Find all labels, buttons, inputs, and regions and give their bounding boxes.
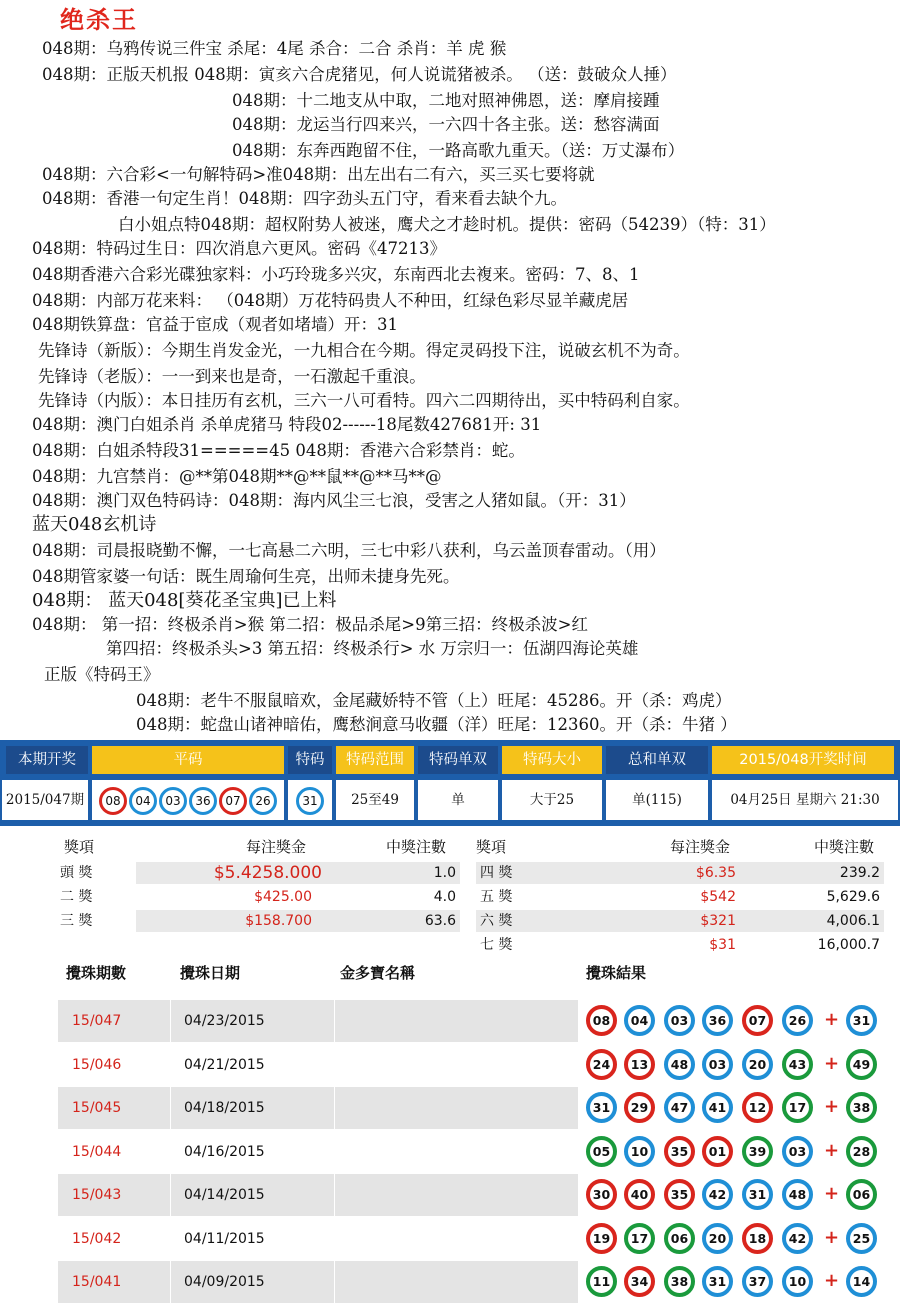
result-ball: 31: [586, 1092, 617, 1123]
result-period: 15/045: [72, 1100, 122, 1116]
result-ball: 26: [782, 1005, 813, 1036]
plus-sign: +: [824, 1270, 840, 1291]
text-line: 048期：香港一句定生肖！048期：四字劲头五门守，看来看去缺个九。: [42, 189, 567, 208]
draw-period: 2015/047期: [2, 780, 88, 820]
result-ball: 35: [664, 1136, 695, 1167]
text-line: 048期：十二地支从中取，二地对照神佛恩，送：摩肩接踵: [232, 91, 660, 110]
text-line: 048期：九宫禁肖：@**第048期**@**鼠**@**马**@: [32, 467, 442, 486]
column-divider: [170, 1131, 171, 1173]
result-ball: 31: [742, 1179, 773, 1210]
result-row: [58, 1044, 886, 1086]
text-line: 先锋诗（老版）：一一到来也是奇，一石激起千重浪。: [38, 367, 426, 386]
result-ball: 07: [742, 1005, 773, 1036]
regular-ball: 03: [159, 787, 187, 815]
results-period-header: 攪珠期數: [66, 964, 127, 982]
text-line: 048期：内部万花来料： （048期）万花特码贵人不种田，红绿色彩尽显羊藏虎居: [32, 291, 629, 310]
result-period: 15/047: [72, 1013, 122, 1029]
result-row: [58, 1131, 886, 1173]
result-ball: 37: [742, 1266, 773, 1297]
prize-name: 六 獎: [480, 913, 513, 929]
prize-amount: $542: [700, 889, 736, 905]
result-special-ball: 49: [846, 1049, 877, 1080]
result-ball: 43: [782, 1049, 813, 1080]
special-odd-even: 单: [418, 780, 498, 820]
result-date: 04/11/2015: [184, 1230, 265, 1247]
result-balls: [578, 1044, 886, 1086]
column-divider: [334, 1087, 335, 1129]
result-special-ball: 31: [846, 1005, 877, 1036]
result-ball: 34: [624, 1266, 655, 1297]
result-ball: 38: [664, 1266, 695, 1297]
result-balls: [578, 1087, 886, 1129]
page-title: 绝杀王: [60, 5, 138, 34]
header-sum-odd-even: 总和单双: [606, 746, 708, 774]
plus-sign: +: [824, 1052, 840, 1074]
text-line: 048期管家婆一句话：既生周瑜何生亮，出师未捷身先死。: [32, 567, 460, 586]
prize-amount: $31: [709, 937, 736, 953]
column-divider: [170, 1087, 171, 1129]
column-divider: [334, 1261, 335, 1303]
draw-summary-table: [0, 740, 900, 826]
draw-time: 04月25日 星期六 21:30: [712, 780, 898, 820]
result-special-ball: 25: [846, 1223, 877, 1254]
result-ball: 19: [586, 1223, 617, 1254]
text-line: 第四招：终极杀头>3 第五招：终极杀行> 水 万宗归一：伍湖四海论英雄: [106, 639, 639, 658]
result-ball: 12: [742, 1092, 773, 1123]
result-ball: 42: [782, 1223, 813, 1254]
result-ball: 40: [624, 1179, 655, 1210]
result-special-ball: 14: [846, 1266, 877, 1297]
text-line: 048期：特码过生日：四次消息六更风。密码《47213》: [32, 239, 446, 258]
result-ball: 39: [742, 1136, 773, 1167]
result-ball: 42: [702, 1179, 733, 1210]
column-divider: [170, 1044, 171, 1086]
plus-sign: +: [824, 1096, 840, 1117]
result-ball: 03: [782, 1136, 813, 1167]
regular-ball: 04: [129, 787, 157, 815]
column-divider: [334, 1174, 335, 1216]
result-date: 04/23/2015: [184, 1013, 265, 1029]
result-ball: 29: [624, 1092, 655, 1123]
result-ball: 05: [586, 1136, 617, 1167]
result-special-ball: 06: [846, 1179, 877, 1210]
prize-name: 七 獎: [480, 937, 513, 953]
prize-name: 五 獎: [480, 889, 513, 905]
results-table: [58, 1000, 886, 1290]
header-special-big-small: 特码大小: [502, 746, 602, 774]
result-row: [58, 1174, 886, 1216]
result-ball: 13: [624, 1049, 655, 1080]
result-period: 15/046: [72, 1056, 122, 1073]
result-ball: 24: [586, 1049, 617, 1080]
plus-sign: +: [824, 1009, 840, 1030]
column-divider: [170, 1000, 171, 1042]
plus-sign: +: [824, 1183, 840, 1204]
header-regular-numbers: 平码: [92, 746, 284, 774]
prize-count: 4,006.1: [826, 913, 880, 929]
result-period: 15/043: [72, 1187, 122, 1203]
regular-ball: 36: [189, 787, 217, 815]
result-ball: 06: [664, 1223, 695, 1254]
result-row: [58, 1087, 886, 1129]
result-ball: 48: [664, 1049, 695, 1080]
prize-amount: $321: [700, 913, 736, 929]
regular-ball: 08: [99, 787, 127, 815]
text-line: 先锋诗（内版）：本日挂历有玄机，三六一八可看特。四六二四期待出，买中特码利自家。: [38, 391, 690, 410]
column-divider: [334, 1218, 335, 1260]
column-divider: [334, 1044, 335, 1086]
result-date: 04/18/2015: [184, 1100, 265, 1116]
result-ball: 17: [782, 1092, 813, 1123]
result-period: 15/044: [72, 1143, 122, 1160]
result-date: 04/09/2015: [184, 1274, 265, 1290]
text-line: 048期：正版天机报 048期：寅亥六合虎猪见，何人说谎猪被杀。 （送：鼓破众人捶）: [42, 65, 677, 84]
text-line: 048期：澳门白姐杀肖 杀单虎猪马 特段02------18尾数427681开: 31: [32, 415, 542, 434]
column-divider: [170, 1218, 171, 1260]
special-number: [288, 780, 332, 820]
column-divider: [170, 1261, 171, 1303]
result-balls: [578, 1261, 886, 1303]
special-range: 25至49: [336, 780, 414, 820]
prize-count-header: 中獎注數: [814, 838, 875, 856]
result-ball: 47: [664, 1092, 695, 1123]
header-special-number: 特码: [288, 746, 332, 774]
regular-ball: 07: [219, 787, 247, 815]
results-pool-header: 金多寶名稱: [340, 964, 416, 982]
text-line: 正版《特码王》: [44, 665, 160, 684]
header-special-range: 特码范围: [336, 746, 414, 774]
text-line: 048期： 蓝天048[葵花圣宝典]已上料: [32, 590, 337, 611]
result-period: 15/042: [72, 1230, 122, 1247]
sum-odd-even: 单(115): [606, 780, 708, 820]
prize-count: 16,000.7: [817, 937, 880, 953]
plus-sign: +: [824, 1226, 840, 1248]
text-line: 先锋诗（新版）：今期生肖发金光，一九相合在今期。得定灵码投下注，说破玄机不为奇。: [38, 341, 690, 360]
result-ball: 31: [702, 1266, 733, 1297]
header-draw-time: 2015/048开奖时间: [712, 746, 894, 774]
prize-amount: $425.00: [254, 889, 312, 905]
text-line: 048期香港六合彩光碟独家料：小巧玲珑多兴灾，东南西北去複来。密码：7、8、1: [32, 265, 640, 284]
header-special-odd-even: 特码单双: [418, 746, 498, 774]
text-line: 048期：司晨报晓勤不懈，一七高悬二六明，三七中彩八获利，乌云盖顶春雷动。（用）: [32, 541, 666, 560]
prize-count: 239.2: [839, 865, 880, 881]
result-ball: 08: [586, 1005, 617, 1036]
prize-item-header: 獎項: [476, 838, 507, 856]
prize-amount: $158.700: [245, 913, 312, 929]
result-period: 15/041: [72, 1274, 122, 1290]
header-current-draw: 本期开奖: [6, 746, 88, 774]
result-date: 04/16/2015: [184, 1143, 265, 1160]
text-line: 048期：澳门双色特码诗：048期：海内风尘三七浪，受害之人猪如鼠。（开：31）: [32, 491, 636, 510]
result-balls: [578, 1218, 886, 1260]
result-balls: [578, 1131, 886, 1173]
text-line: 048期：蛇盘山诸神暗佑，鹰愁涧意马收疆（洋）旺尾：12360。开（杀：牛猪 ）: [136, 715, 737, 734]
prize-name: 頭 獎: [60, 865, 93, 881]
regular-numbers: [92, 780, 284, 820]
prize-amount-header: 每注獎金: [670, 838, 731, 856]
result-date: 04/21/2015: [184, 1056, 265, 1073]
result-ball: 10: [624, 1136, 655, 1167]
result-ball: 20: [702, 1223, 733, 1254]
prize-name: 三 獎: [60, 913, 93, 929]
text-line: 048期：乌鸦传说三件宝 杀尾：4尾 杀合：二合 杀肖：羊 虎 猴: [42, 39, 507, 58]
special-ball: 31: [296, 787, 324, 815]
result-ball: 20: [742, 1049, 773, 1080]
text-line: 白小姐点特048期：超权附势人被迷，鹰犬之才趁时机。提供：密码（54239）（特：31）: [118, 215, 776, 234]
result-ball: 48: [782, 1179, 813, 1210]
result-ball: 17: [624, 1223, 655, 1254]
prize-amount: $6.35: [695, 865, 736, 881]
prize-count: 1.0: [433, 865, 456, 881]
special-big-small: 大于25: [502, 780, 602, 820]
column-divider: [170, 1174, 171, 1216]
regular-ball: 26: [249, 787, 277, 815]
prize-amount-header: 每注獎金: [246, 838, 307, 856]
column-divider: [334, 1000, 335, 1042]
prize-item-header: 獎項: [64, 838, 95, 856]
text-line: 048期：六合彩<一句解特码>准048期：出左出右二有六，买三买七要将就: [42, 165, 595, 184]
result-ball: 18: [742, 1223, 773, 1254]
result-date: 04/14/2015: [184, 1187, 265, 1203]
result-ball: 41: [702, 1092, 733, 1123]
result-ball: 03: [664, 1005, 695, 1036]
text-line: 蓝天048玄机诗: [32, 514, 157, 535]
result-row: [58, 1000, 886, 1042]
plus-sign: +: [824, 1139, 840, 1161]
result-ball: 04: [624, 1005, 655, 1036]
text-line: 048期：龙运当行四来兴，一六四十各主张。送：愁容满面: [232, 115, 660, 134]
prize-name: 四 獎: [480, 865, 513, 881]
prize-count: 4.0: [433, 889, 456, 905]
text-line: 048期：老牛不服鼠暗欢，金尾藏娇特不管（上）旺尾：45286。开（杀：鸡虎）: [136, 691, 732, 710]
result-ball: 01: [702, 1136, 733, 1167]
result-special-ball: 28: [846, 1136, 877, 1167]
result-ball: 36: [702, 1005, 733, 1036]
result-row: [58, 1218, 886, 1260]
prize-count: 5,629.6: [826, 889, 880, 905]
result-balls: [578, 1174, 886, 1216]
prize-count: 63.6: [424, 913, 456, 929]
result-ball: 10: [782, 1266, 813, 1297]
result-special-ball: 38: [846, 1092, 877, 1123]
result-balls: [578, 1000, 886, 1042]
text-line: 048期： 第一招：终极杀肖>猴 第二招：极品杀尾>9第三招：终极杀波>红: [32, 615, 588, 634]
results-result-header: 攪珠結果: [586, 964, 647, 982]
result-ball: 11: [586, 1266, 617, 1297]
result-ball: 35: [664, 1179, 695, 1210]
text-line: 048期：白姐杀特段31=====45 048期：香港六合彩禁肖：蛇。: [32, 441, 525, 460]
result-row: [58, 1261, 886, 1303]
column-divider: [334, 1131, 335, 1173]
prize-amount: $5.4258.000: [213, 863, 322, 883]
prize-name: 二 獎: [60, 889, 93, 905]
text-line: 048期：东奔西跑留不住，一路高歌九重天。（送：万丈瀑布）: [232, 141, 685, 160]
result-ball: 03: [702, 1049, 733, 1080]
results-date-header: 攪珠日期: [180, 964, 241, 982]
text-line: 048期铁算盘：官益于宦成（观者如堵墙）开：31: [32, 315, 398, 334]
result-ball: 30: [586, 1179, 617, 1210]
prize-count-header: 中獎注數: [386, 838, 447, 856]
